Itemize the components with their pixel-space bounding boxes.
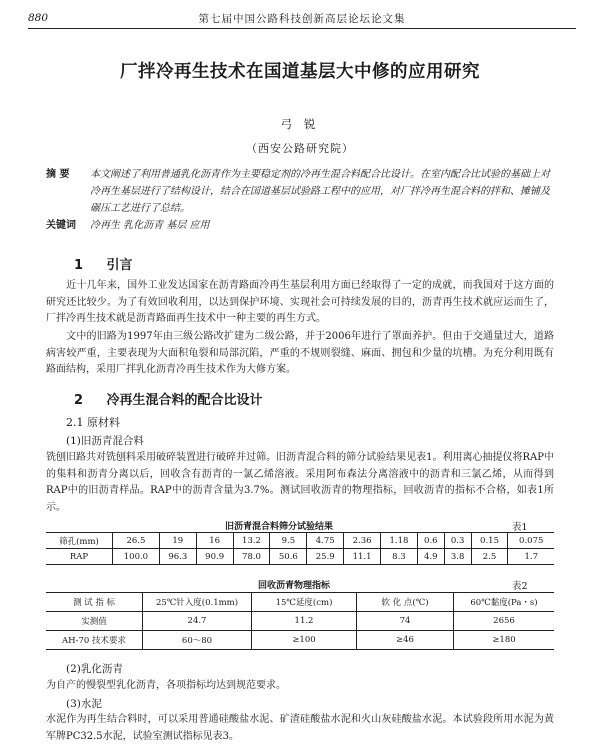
- conference-name: 第七届中国公路科技创新高层论坛论文集: [198, 12, 406, 25]
- table-cell: 13.2: [233, 533, 270, 549]
- table-cell: 0.3: [444, 533, 471, 549]
- table-1-caption: 旧沥青混合料筛分试验结果: [225, 522, 334, 532]
- table-row: [46, 533, 554, 549]
- author: 弓 锐: [280, 117, 320, 131]
- table-cell: 2656: [454, 612, 555, 631]
- table-cell: 3.8: [444, 549, 471, 565]
- section-title: 冷再生混合料的配合比设计: [106, 393, 263, 408]
- table-cell: 1.7: [508, 549, 554, 565]
- paragraph-text: 铣刨旧路共对铣刨料采用破碎装置进行破碎并过筛。旧沥青混合料的筛分试验结果见表1。利用离心抽提仪将RAP中的集料和沥青分离以后，回收含有沥青的一氯乙烯溶液。采用阿布森法分离溶液中的沥青和三氯乙烯，从而得到RAP中的旧沥青样品。RAP中的沥青含量为3.7%。测试回收沥青的物理指标，回收沥青的指标不合格，如表1所示。: [46, 452, 554, 513]
- table-header-cell: 软 化 点(℃): [357, 593, 454, 612]
- abstract-text: 本文阐述了利用普通乳化沥青作为主要稳定剂的冷再生混合料配合比设计。在室内配合比试验的基础上对冷再生基层进行了结构设计，结合在国道基层试验路工程中的应用，对厂拌冷再生混合料的拌和、摊铺及碾压工艺进行了总结。: [90, 169, 550, 214]
- section-2-paragraph-3: [46, 712, 554, 745]
- table-cell: 9.5: [270, 533, 307, 549]
- item-old-asphalt-mixture: (1)旧沥青混合料: [66, 435, 144, 447]
- section-2-paragraph-2: [46, 678, 554, 695]
- table-cell: 实测值: [46, 612, 143, 631]
- table-cell: 8.3: [381, 549, 418, 565]
- keywords-label: 关键词: [46, 220, 76, 231]
- table-header-row: [46, 593, 554, 612]
- table-cell: 4.75: [307, 533, 344, 549]
- table-cell: RAP: [46, 549, 113, 565]
- section-2-heading: [74, 389, 263, 408]
- section-number: 2: [74, 393, 84, 408]
- table-cell: 2.5: [471, 549, 508, 565]
- table-header-cell: 15℃延度(cm): [252, 593, 357, 612]
- table-header-cell: 测 试 指 标: [46, 593, 143, 612]
- paper-title: 厂拌冷再生技术在国道基层大中修的应用研究: [120, 62, 480, 82]
- table-cell: 96.3: [159, 549, 196, 565]
- paragraph-text: 近十几年来，国外工业发达国家在沥青路面冷再生基层利用方面已经取得了一定的成就，而我国对于这方面的研究还比较少。为了有效回收利用，以达到保护环境、实现社会可持续发展的目的，沥青再生技术就应运而生了，厂拌冷再生技术就是沥青路面再生技术中一种主要的再生方式。: [46, 280, 554, 324]
- paragraph-text: 文中的旧路为1997年由三级公路改扩建为二级公路，并于2006年进行了罩面养护。但由于交通量过大，道路病害较严重，主要表现为大面积龟裂和局部沉陷，严重的不规则裂缝、麻面、拥包和少量的坑槽。为充分利用既有路面结构，采用厂拌乳化沥青冷再生技术作为大修方案。: [46, 331, 554, 375]
- table-cell: 16: [196, 533, 233, 549]
- table-cell: 25.9: [307, 549, 344, 565]
- table-cell: 50.6: [270, 549, 307, 565]
- table-cell: 90.9: [196, 549, 233, 565]
- table-cell: 2.36: [344, 533, 381, 549]
- table-cell: ≥180: [454, 631, 555, 650]
- table-header-cell: 60℃黏度(Pa・s): [454, 593, 555, 612]
- table-cell: 26.5: [113, 533, 160, 549]
- table-1-number: 表1: [512, 522, 528, 533]
- table-cell: 11.1: [344, 549, 381, 565]
- table-cell: 24.7: [143, 612, 252, 631]
- abstract-block: [46, 166, 554, 234]
- keywords: [46, 217, 554, 234]
- abstract-label: 摘 要: [46, 169, 70, 180]
- sieve-analysis-table: [46, 532, 554, 565]
- affiliation: （西安公路研究院）: [246, 142, 354, 155]
- table-cell: ≥46: [357, 631, 454, 650]
- table-cell: 19: [159, 533, 196, 549]
- item-emulsified-asphalt: (2)乳化沥青: [66, 663, 123, 675]
- table-cell: AH-70 技术要求: [46, 631, 143, 650]
- section-number: 1: [74, 258, 84, 273]
- paragraph-text: 为自产的慢裂型乳化沥青，各项指标均达到规范要求。: [46, 680, 286, 691]
- table-cell: 60～80: [143, 631, 252, 650]
- paragraph-text: 水泥作为再生结合料时，可以采用普通硅酸盐水泥、矿渣硅酸盐水泥和火山灰硅酸盐水泥。本试验段所用水泥为黄军牌PC32.5水泥，试验室测试指标见表3。: [46, 714, 554, 742]
- table-cell: 11.2: [252, 612, 357, 631]
- table-2-caption: 回收沥青物理指标: [258, 581, 331, 591]
- recovered-asphalt-table: [46, 592, 554, 650]
- table-cell: 74: [357, 612, 454, 631]
- keywords-text: 冷再生 乳化沥青 基层 应用: [90, 220, 210, 231]
- table-2-number: 表2: [512, 581, 528, 592]
- table-cell: 筛孔(mm): [46, 533, 113, 549]
- table-cell: 0.6: [417, 533, 444, 549]
- table-cell: ≥100: [252, 631, 357, 650]
- table-cell: 0.15: [471, 533, 508, 549]
- section-title: 引言: [106, 258, 133, 273]
- table-cell: 78.0: [233, 549, 270, 565]
- table-row: [46, 631, 554, 650]
- table-row: [46, 549, 554, 565]
- table-row: [46, 612, 554, 631]
- running-header: [28, 8, 576, 29]
- page-number: 880: [28, 12, 49, 24]
- table-cell: 100.0: [113, 549, 160, 565]
- table-cell: 0.075: [508, 533, 554, 549]
- section-1-heading: [74, 254, 133, 273]
- subsection-2-1: 2.1 原材料: [66, 416, 120, 429]
- abstract: [46, 166, 554, 217]
- section-1-paragraph-2: [46, 329, 554, 379]
- item-cement: (3)水泥: [66, 698, 102, 710]
- table-header-cell: 25℃针入度(0.1mm): [143, 593, 252, 612]
- table-cell: 4.9: [417, 549, 444, 565]
- section-2-paragraph-1: [46, 450, 554, 516]
- table-cell: 1.18: [381, 533, 418, 549]
- section-1-paragraph-1: [46, 278, 554, 328]
